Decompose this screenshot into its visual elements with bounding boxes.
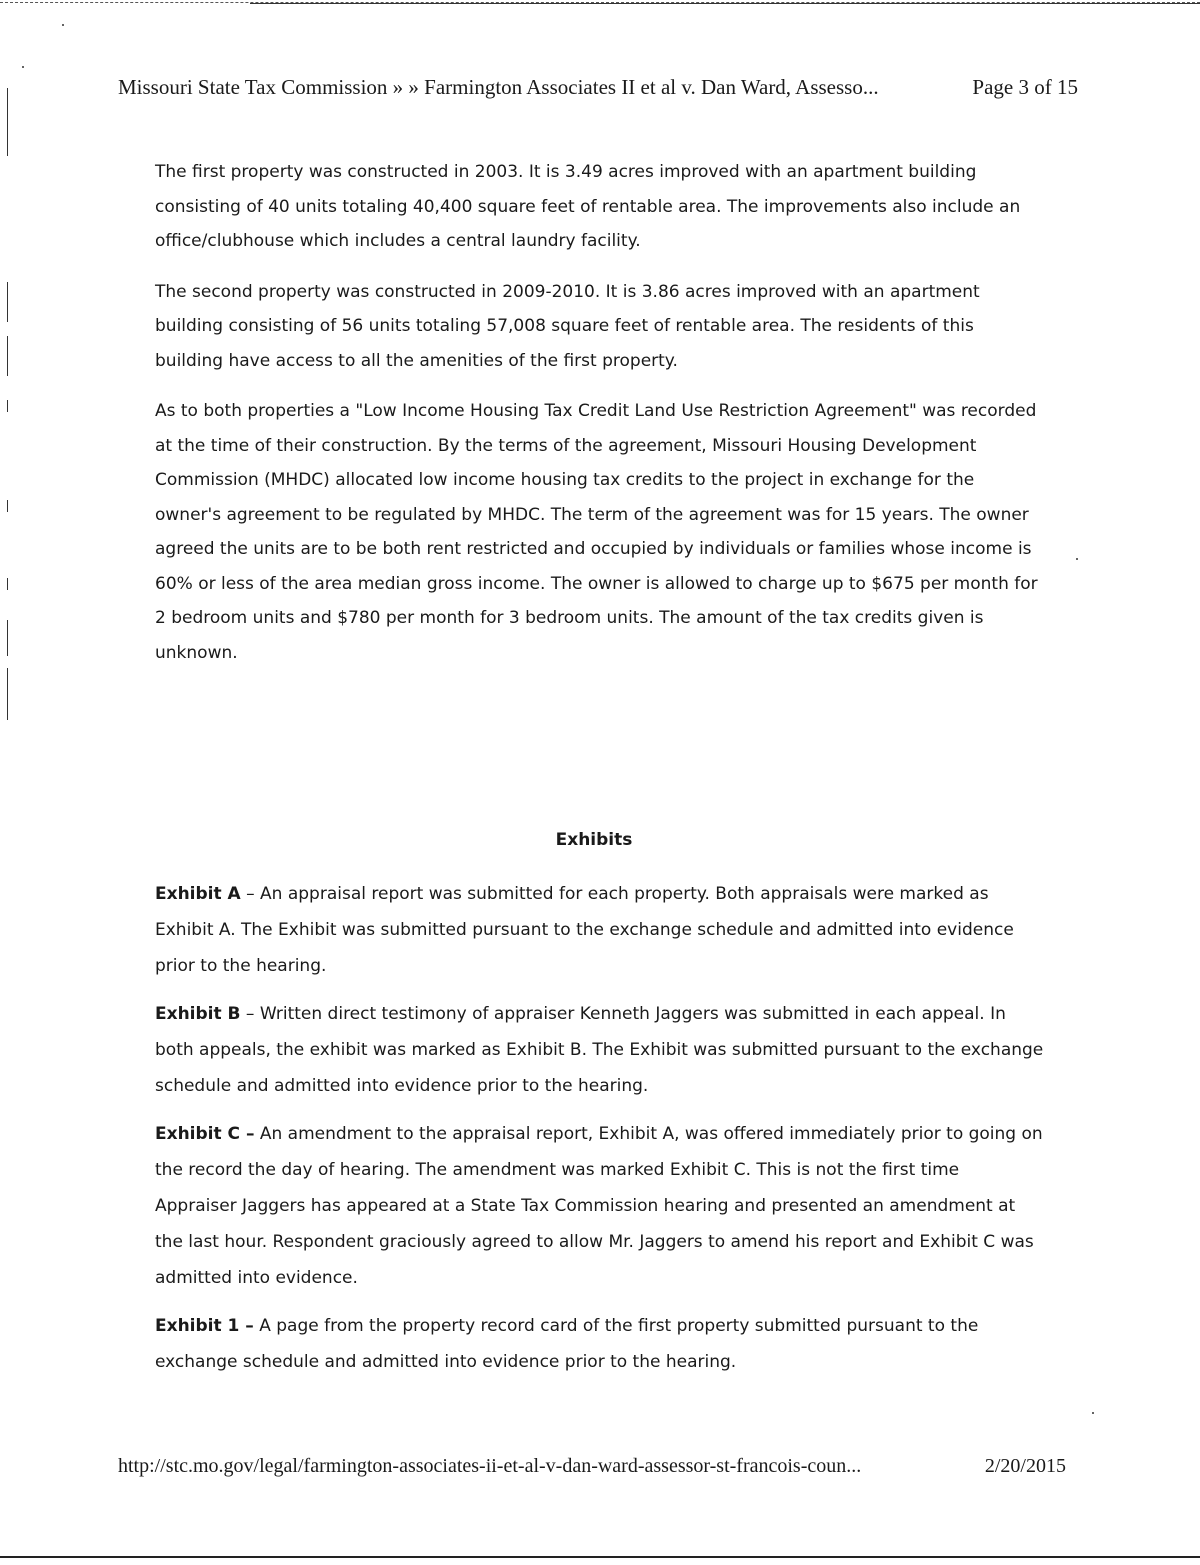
header-title: Missouri State Tax Commission » » Farmington Associates II et al v. Dan Ward, Assesso... xyxy=(118,75,879,99)
margin-mark xyxy=(7,282,8,322)
speck xyxy=(1092,1412,1094,1414)
body-content xyxy=(155,155,1045,686)
exhibit-label: Exhibit B xyxy=(155,1004,241,1024)
margin-mark xyxy=(7,88,8,156)
exhibit-label: Exhibit C – xyxy=(155,1124,255,1144)
exhibit-text: – Written direct testimony of appraiser Kenneth Jaggers was submitted in each appeal. In both appeals, the exhibit was marked as Exhibit B. The Exhibit was submitted pursuant to the exchange schedule and admitted into evidence prior to the hearing. xyxy=(155,1004,1044,1096)
margin-mark xyxy=(7,620,8,656)
exhibit-label: Exhibit A xyxy=(155,884,241,904)
page-indicator: Page 3 of 15 xyxy=(972,75,1078,99)
exhibit-text: An amendment to the appraisal report, Exhibit A, was offered immediately prior to going on the record the day of hearing. The amendment was marked Exhibit C. This is not the first time Appraiser Jaggers has appeared at a State Tax Commission hearing and presented an amendment at the last hour. Respondent graciously agreed to allow Mr. Jaggers to amend his report and Exhibit C was admitted into evidence. xyxy=(155,1124,1043,1288)
margin-mark xyxy=(7,400,8,412)
exhibit-label: Exhibit 1 – xyxy=(155,1316,254,1336)
speck xyxy=(22,66,24,68)
paragraph-second-property: The second property was constructed in 2009-2010. It is 3.86 acres improved with an apartment building consisting of 56 units totaling 57,008 square feet of rentable area. The residents of this building have access to all the amenities of the first property. xyxy=(155,281,980,371)
footer-url: http://stc.mo.gov/legal/farmington-associates-ii-et-al-v-dan-ward-assessor-st-francois-coun... xyxy=(118,1455,862,1477)
exhibit-item xyxy=(155,1308,1045,1380)
exhibits-heading: Exhibits xyxy=(555,830,633,850)
exhibit-item xyxy=(155,996,1045,1104)
scan-edge-top-line xyxy=(250,3,1200,4)
page-footer xyxy=(118,1455,1066,1478)
margin-mark xyxy=(7,336,8,376)
scan-edge-bottom xyxy=(0,1556,1200,1558)
exhibit-item xyxy=(155,1116,1045,1296)
margin-mark xyxy=(7,500,8,512)
exhibit-item xyxy=(155,876,1045,984)
paragraph-first-property: The first property was constructed in 2003. It is 3.49 acres improved with an apartment building consisting of 40 units totaling 40,400 square feet of rentable area. The improvements also include an office/clubhouse which includes a central laundry facility. xyxy=(155,162,1021,251)
exhibit-text: A page from the property record card of the first property submitted pursuant to the exchange schedule and admitted into evidence prior to the hearing. xyxy=(155,1316,979,1372)
exhibits-list xyxy=(155,876,1045,1392)
footer-date: 2/20/2015 xyxy=(984,1455,1066,1477)
speck xyxy=(1076,558,1078,560)
page-header xyxy=(118,75,1078,100)
margin-mark xyxy=(7,578,8,590)
exhibit-text: – An appraisal report was submitted for each property. Both appraisals were marked as Exhibit A. The Exhibit was submitted pursuant to the exchange schedule and admitted into evidence prior to the hearing. xyxy=(155,884,1014,976)
speck xyxy=(62,24,64,26)
margin-mark xyxy=(7,668,8,720)
paragraph-agreement: As to both properties a "Low Income Housing Tax Credit Land Use Restriction Agreement" was recorded at the time of their construction. By the terms of the agreement, Missouri Housing Development Commission (MHDC) allocated low income housing tax credits to the project in exchange for the owner's agreement to be regulated by MHDC. The term of the agreement was for 15 years. The owner agreed the units are to be both rent restricted and occupied by individuals or families whose income is 60% or less of the area median gross income. The owner is allowed to charge up to $675 per month for 2 bedroom units and $780 per month for 3 bedroom units. The amount of the tax credits given is unknown. xyxy=(155,401,1038,663)
